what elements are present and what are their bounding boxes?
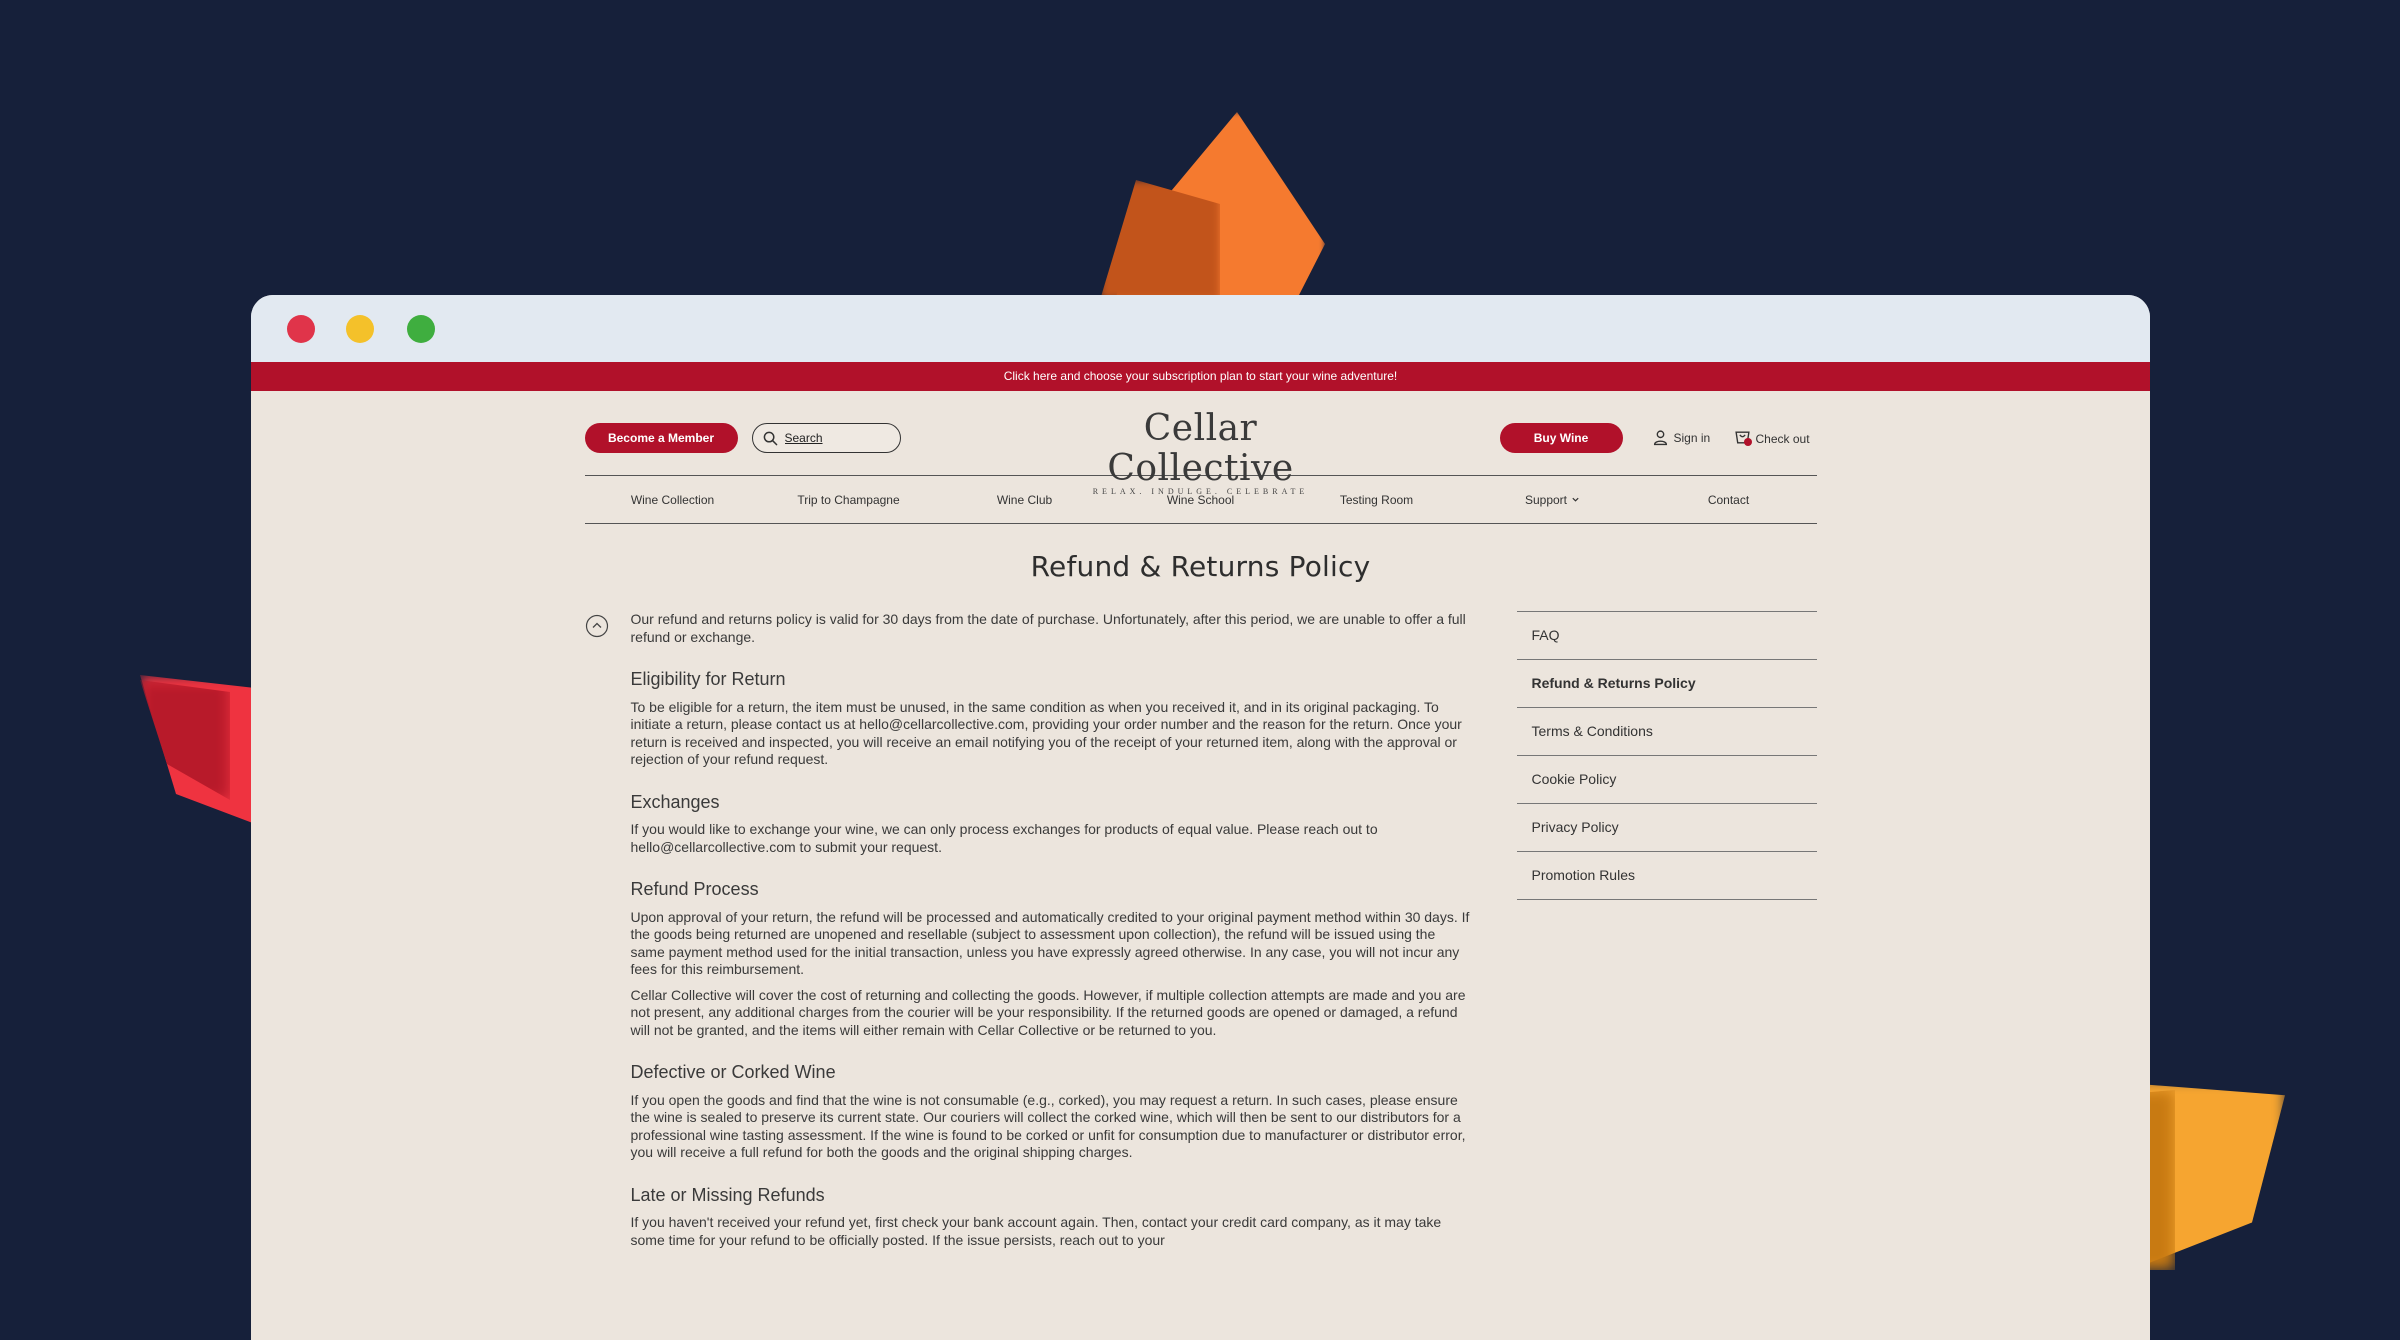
nav-item-wine-club[interactable]: Wine Club <box>996 492 1053 507</box>
window-minimize-button[interactable] <box>346 315 374 343</box>
main-content <box>585 611 1817 1249</box>
search-box[interactable] <box>752 423 901 453</box>
section-paragraph: Upon approval of your return, the refund will be processed and automatically credited to your original payment method within 30 days. If the goods being returned are unopened and resellable (subject to assessment upon collection), the refund will be issued using the same payment method used for the initial transaction, unless you have expressly agreed otherwise. In any case, you will not incur any fees for this reimbursement. <box>630 908 1470 977</box>
window-maximize-button[interactable] <box>407 315 435 343</box>
section-paragraph: Cellar Collective will cover the cost of returning and collecting the goods. However, if multiple collection attempts are made and you are not present, any additional charges from the courier will be your responsibility. If the returned goods are opened or damaged, a refund will not be granted, and the items will either remain with Cellar Collective or be returned to you. <box>630 986 1466 1038</box>
section-heading-late-refunds: Late or Missing Refunds <box>630 1184 825 1205</box>
buy-wine-button[interactable]: Buy Wine <box>1500 423 1623 453</box>
sidebar-item-cookie-policy[interactable]: Cookie Policy <box>1517 756 1817 804</box>
section-heading-defective-wine: Defective or Corked Wine <box>630 1062 836 1082</box>
site-header <box>585 391 1817 496</box>
browser-window <box>251 295 2150 1340</box>
nav-item-support-label: Support <box>1524 492 1568 507</box>
section-heading-exchanges: Exchanges <box>630 791 720 812</box>
section-paragraph: To be eligible for a return, the item must be unused, in the same condition as when you received it, and in its original packaging. To initiate a return, please contact us at hello@cellarcollective.com, providing your order number and the reason for the return. Once your return is received and inspected, you will receive an email notifying you of the receipt of your returned item, along with the approval or rejection of your refund request. <box>630 698 1462 767</box>
search-icon <box>763 431 778 446</box>
sidebar-item-privacy-policy[interactable]: Privacy Policy <box>1517 804 1817 852</box>
promo-banner[interactable]: Click here and choose your subscription plan to start your wine adventure! <box>251 362 2150 391</box>
nav-item-contact[interactable]: Contact <box>1707 492 1750 507</box>
sign-in-label: Sign in <box>1673 430 1711 445</box>
page-title: Refund & Returns Policy <box>1030 550 1371 583</box>
sidebar-item-promotion-rules[interactable]: Promotion Rules <box>1517 852 1817 900</box>
nav-item-testing-room[interactable]: Testing Room <box>1339 492 1414 507</box>
sidebar-item-faq[interactable]: FAQ <box>1517 612 1817 660</box>
site-logo[interactable] <box>1065 409 1337 496</box>
sign-in-link[interactable] <box>1652 429 1711 446</box>
chevron-down-icon <box>1571 495 1580 504</box>
sidebar-item-refund-returns[interactable]: Refund & Returns Policy <box>1517 660 1817 708</box>
section-paragraph: If you open the goods and find that the wine is not consumable (e.g., corked), you may request a return. In such cases, please ensure the wine is sealed to preserve its current state. Our couriers will collect the corked wine, which will then be sent to our distributors for a professional wine tasting assessment. If the wine is found to be corked or unfit for consumption due to manufacturer or distributor error, you will receive a full refund for both the goods and the original shipping charges. <box>630 1091 1466 1160</box>
logo-tagline: RELAX. INDULGE. CELEBRATE <box>1092 487 1309 496</box>
browser-titlebar <box>251 295 2150 362</box>
nav-item-trip-to-champagne[interactable]: Trip to Champagne <box>797 492 900 507</box>
checkout-label: Check out <box>1755 432 1810 446</box>
window-close-button[interactable] <box>287 315 315 343</box>
policy-article <box>631 611 1471 1249</box>
chevron-up-circle-icon[interactable] <box>585 614 609 638</box>
search-input[interactable] <box>785 431 885 445</box>
policy-sidebar <box>1517 611 1817 900</box>
cart-icon-wrap <box>1734 429 1756 449</box>
sidebar-item-terms[interactable]: Terms & Conditions <box>1517 708 1817 756</box>
nav-item-wine-school[interactable]: Wine School <box>1166 492 1235 507</box>
site-container <box>585 391 1817 1249</box>
nav-item-wine-collection[interactable]: Wine Collection <box>630 492 715 507</box>
intro-paragraph: Our refund and returns policy is valid for 30 days from the date of purchase. Unfortunately, after this period, we are unable to offer a full refund or exchange. <box>630 611 1466 645</box>
user-icon <box>1652 429 1669 446</box>
cart-badge <box>1744 438 1752 446</box>
nav-item-support[interactable] <box>1465 493 1641 507</box>
section-paragraph: If you would like to exchange your wine, we can only process exchanges for products of equal value. Please reach out to hello@cellarcollective.com to submit your request. <box>630 821 1378 855</box>
section-heading-refund-process: Refund Process <box>630 879 759 899</box>
section-paragraph: If you haven't received your refund yet, first check your bank account again. Then, contact your credit card company, as it may take some time for your refund to be officially posted. If the issue persists, reach out to your <box>630 1214 1442 1248</box>
logo-title: Cellar Collective <box>1107 408 1294 489</box>
section-heading-eligibility: Eligibility for Return <box>630 669 786 689</box>
checkout-link[interactable] <box>1734 429 1810 449</box>
become-member-button[interactable]: Become a Member <box>585 423 738 453</box>
